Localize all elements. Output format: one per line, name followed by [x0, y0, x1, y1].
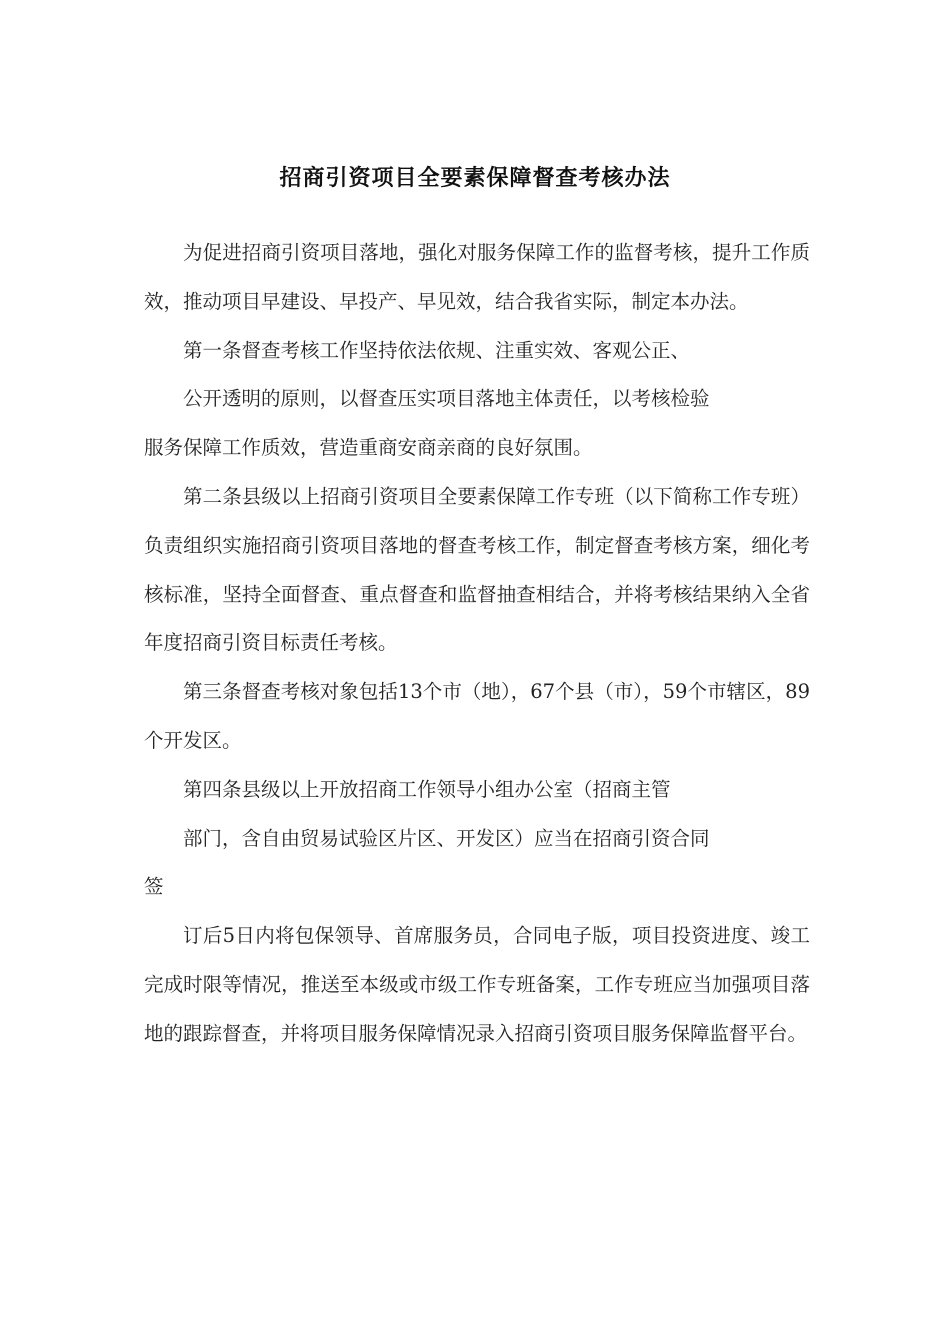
paragraph-article-4-continued: 订后5日内将包保领导、首席服务员，合同电子版，项目投资进度、竣工完成时限等情况，推送至本级或市级工作专班备案，工作专班应当加强项目落地的跟踪督查，并将项目服务保障情况录入招商引资项目服务保障监督平台。 [144, 924, 810, 1045]
paragraph-article-3: 第三条督查考核对象包括13个市（地），67个县（市），59个市辖区，89个开发区。 [144, 680, 810, 752]
paragraph-article-1-line-2: 公开透明的原则，以督查压实项目落地主体责任，以考核检验 [183, 387, 710, 411]
document-title: 招商引资项目全要素保障督查考核办法 [279, 165, 671, 191]
paragraph-article-4-line-2: 部门，含自由贸易试验区片区、开发区）应当在招商引资合同 [183, 826, 710, 850]
paragraph-article-1-line-3: 服务保障工作质效，营造重商安商亲商的良好氛围。 [144, 436, 593, 460]
paragraph-article-4-line-1: 第四条县级以上开放招商工作领导小组办公室（招商主管 [183, 777, 671, 801]
paragraph-intro: 为促进招商引资项目落地，强化对服务保障工作的监督考核，提升工作质效，推动项目早建设、早投产、早见效，结合我省实际，制定本办法。 [144, 241, 810, 313]
paragraph-article-2: 第二条县级以上招商引资项目全要素保障工作专班（以下简称工作专班）负责组织实施招商引资项目落地的督查考核工作，制定督查考核方案，细化考核标准，坚持全面督查、重点督查和监督抽查相结合，并将考核结果纳入全省年度招商引资目标责任考核。 [144, 484, 810, 655]
paragraph-article-4-line-3: 签 [144, 875, 164, 899]
paragraph-article-1-line-1: 第一条督查考核工作坚持依法依规、注重实效、客观公正、 [183, 338, 691, 362]
document-body [144, 229, 810, 1059]
